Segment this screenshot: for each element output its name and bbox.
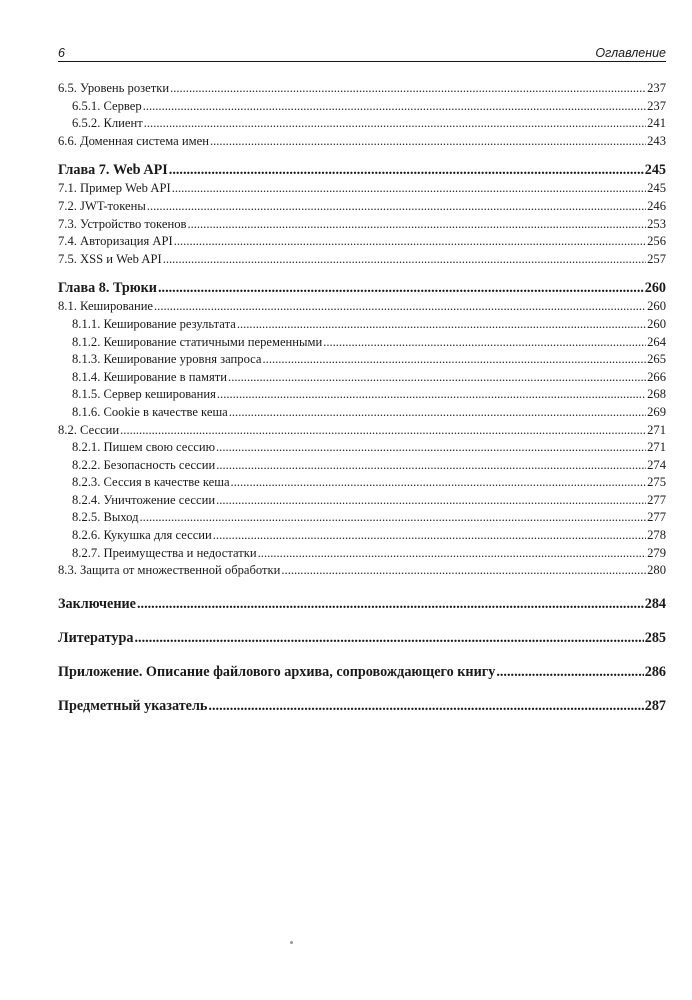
toc-page-number: 256 bbox=[647, 234, 666, 249]
toc-page-number: 253 bbox=[647, 216, 666, 231]
toc-entry bbox=[58, 527, 666, 545]
toc-dot-leader bbox=[281, 562, 646, 580]
toc-entry bbox=[58, 251, 666, 269]
toc-entry-title: 8.2.6. Кукушка для сессии bbox=[72, 528, 212, 543]
toc-page-number: 237 bbox=[647, 98, 666, 113]
toc-page-number: 277 bbox=[647, 492, 666, 507]
toc-entry-title: 8.3. Защита от множественной обработки bbox=[58, 563, 281, 578]
toc-page-number: 245 bbox=[647, 181, 666, 196]
toc-dot-leader bbox=[208, 696, 643, 716]
toc-dot-leader bbox=[229, 404, 646, 422]
toc-entry-title: 8.2.2. Безопасность сессии bbox=[72, 457, 216, 472]
toc-page-number: 266 bbox=[647, 369, 666, 384]
toc-entry bbox=[58, 439, 666, 457]
toc-dot-leader bbox=[144, 115, 646, 133]
toc-entry bbox=[58, 562, 666, 580]
toc-dot-leader bbox=[210, 133, 646, 151]
toc-entry bbox=[58, 545, 666, 563]
toc-entry-title: 6.5.1. Сервер bbox=[72, 98, 142, 113]
toc-dot-leader bbox=[323, 334, 646, 352]
toc-page-number: 264 bbox=[647, 334, 666, 349]
toc-entry-title: Глава 7. Web API bbox=[58, 162, 168, 179]
toc-dot-leader bbox=[217, 386, 646, 404]
toc-dot-leader bbox=[154, 298, 646, 316]
toc-entry bbox=[58, 316, 666, 334]
toc-page-number: 241 bbox=[647, 116, 666, 131]
toc-dot-leader bbox=[237, 316, 646, 334]
toc-entry bbox=[58, 198, 666, 216]
toc-dot-leader bbox=[170, 80, 646, 98]
toc-dot-leader bbox=[172, 180, 646, 198]
toc-entry-title: 6.5. Уровень розетки bbox=[58, 81, 170, 95]
toc-entry-title: 8.1.2. Кеширование статичными переменными bbox=[72, 334, 323, 349]
toc-dot-leader bbox=[258, 545, 646, 563]
toc-page-number: 268 bbox=[647, 387, 666, 402]
toc-entry-title: 8.2.5. Выход bbox=[72, 510, 139, 525]
page-number: 6 bbox=[58, 46, 65, 60]
toc-page-number: 286 bbox=[644, 663, 666, 680]
toc-entry-title: 8.2.7. Преимущества и недостатки bbox=[72, 545, 257, 560]
toc-entry bbox=[58, 98, 666, 116]
toc-dot-leader bbox=[213, 527, 646, 545]
toc-chapter-entry bbox=[58, 628, 666, 648]
toc-entry-title: 7.3. Устройство токенов bbox=[58, 216, 187, 231]
toc-entry bbox=[58, 474, 666, 492]
running-head bbox=[58, 38, 666, 62]
toc-chapter-entry bbox=[58, 662, 666, 682]
toc-entry bbox=[58, 133, 666, 151]
toc-entry bbox=[58, 422, 666, 440]
toc-dot-leader bbox=[140, 509, 647, 527]
toc-dot-leader bbox=[216, 492, 646, 510]
toc-dot-leader bbox=[187, 216, 646, 234]
toc-page-number: 277 bbox=[647, 510, 666, 525]
toc-page-number: 279 bbox=[647, 545, 666, 560]
toc-entry bbox=[58, 492, 666, 510]
toc-entry-title: Глава 8. Трюки bbox=[58, 280, 157, 297]
toc-entry bbox=[58, 216, 666, 234]
toc-entry bbox=[58, 509, 666, 527]
toc-entry bbox=[58, 351, 666, 369]
toc-page-number: 260 bbox=[647, 316, 666, 331]
toc-page-number: 285 bbox=[644, 629, 666, 646]
toc-entry-title: 8.2.1. Пишем свою сессию bbox=[72, 440, 216, 455]
toc-dot-leader bbox=[231, 474, 647, 492]
toc-entry-title: 6.6. Доменная система имен bbox=[58, 133, 209, 148]
toc-entry-title: 6.5.2. Клиент bbox=[72, 116, 143, 131]
book-page bbox=[58, 38, 666, 716]
toc-dot-leader bbox=[169, 160, 644, 180]
toc-dot-leader bbox=[120, 422, 646, 440]
toc-entry-title: Приложение. Описание файлового архива, сопровождающего книгу bbox=[58, 663, 496, 680]
toc-page-number: 280 bbox=[647, 563, 666, 578]
table-of-contents bbox=[58, 80, 666, 716]
toc-entry-title: 7.5. XSS и Web API bbox=[58, 251, 162, 266]
toc-entry-title: 8.1.1. Кеширование результата bbox=[72, 316, 236, 331]
toc-page-number: 269 bbox=[647, 404, 666, 419]
toc-page-number: 278 bbox=[647, 528, 666, 543]
toc-dot-leader bbox=[216, 439, 646, 457]
toc-dot-leader bbox=[137, 594, 644, 614]
scan-speck bbox=[290, 941, 293, 944]
toc-chapter-entry bbox=[58, 278, 666, 298]
toc-dot-leader bbox=[263, 351, 647, 369]
toc-entry-title: Предметный указатель bbox=[58, 697, 208, 714]
toc-entry bbox=[58, 180, 666, 198]
toc-dot-leader bbox=[228, 369, 646, 387]
toc-entry bbox=[58, 334, 666, 352]
toc-entry-title: 7.1. Пример Web API bbox=[58, 181, 171, 196]
toc-dot-leader bbox=[496, 662, 643, 682]
toc-entry bbox=[58, 115, 666, 133]
toc-entry bbox=[58, 386, 666, 404]
toc-dot-leader bbox=[158, 278, 644, 298]
toc-entry-title: 8.1.6. Cookie в качестве кеша bbox=[72, 404, 228, 419]
toc-page-number: 257 bbox=[647, 251, 666, 266]
toc-entry-title: 8.2.4. Уничтожение сессии bbox=[72, 492, 216, 507]
toc-dot-leader bbox=[174, 233, 646, 251]
toc-entry-title: Литература bbox=[58, 629, 134, 646]
toc-chapter-entry bbox=[58, 696, 666, 716]
toc-entry bbox=[58, 80, 666, 98]
toc-entry-title: 8.1.3. Кеширование уровня запроса bbox=[72, 352, 262, 367]
toc-page-number: 260 bbox=[647, 299, 666, 314]
toc-page-number: 271 bbox=[647, 440, 666, 455]
toc-entry-title: 8.2.3. Сессия в качестве кеша bbox=[72, 475, 230, 490]
toc-page-number: 260 bbox=[644, 280, 666, 297]
toc-entry-title: 7.4. Авторизация API bbox=[58, 234, 173, 249]
toc-page-number: 274 bbox=[647, 457, 666, 472]
toc-entry-title: 8.2. Сессии bbox=[58, 422, 120, 437]
toc-entry bbox=[58, 233, 666, 251]
toc-entry bbox=[58, 404, 666, 422]
toc-page-number: 246 bbox=[647, 198, 666, 213]
toc-page-number: 237 bbox=[647, 81, 666, 95]
toc-entry-title: 8.1. Кеширование bbox=[58, 299, 154, 314]
toc-dot-leader bbox=[135, 628, 644, 648]
toc-dot-leader bbox=[216, 457, 646, 475]
toc-entry-title: 8.1.5. Сервер кеширования bbox=[72, 387, 216, 402]
toc-dot-leader bbox=[147, 198, 646, 216]
toc-entry-title: Заключение bbox=[58, 595, 136, 612]
toc-page-number: 284 bbox=[644, 595, 666, 612]
toc-entry bbox=[58, 369, 666, 387]
toc-dot-leader bbox=[163, 251, 646, 269]
toc-page-number: 271 bbox=[647, 422, 666, 437]
toc-entry bbox=[58, 457, 666, 475]
toc-entry-title: 7.2. JWT-токены bbox=[58, 198, 146, 213]
toc-chapter-entry bbox=[58, 160, 666, 180]
toc-entry bbox=[58, 298, 666, 316]
toc-page-number: 265 bbox=[647, 352, 666, 367]
toc-entry-title: 8.1.4. Кеширование в памяти bbox=[72, 369, 228, 384]
section-title: Оглавление bbox=[595, 46, 666, 60]
toc-page-number: 245 bbox=[644, 162, 666, 179]
toc-chapter-entry bbox=[58, 594, 666, 614]
toc-page-number: 287 bbox=[644, 697, 666, 714]
toc-page-number: 243 bbox=[647, 133, 666, 148]
toc-page-number: 275 bbox=[647, 475, 666, 490]
toc-dot-leader bbox=[143, 98, 646, 116]
